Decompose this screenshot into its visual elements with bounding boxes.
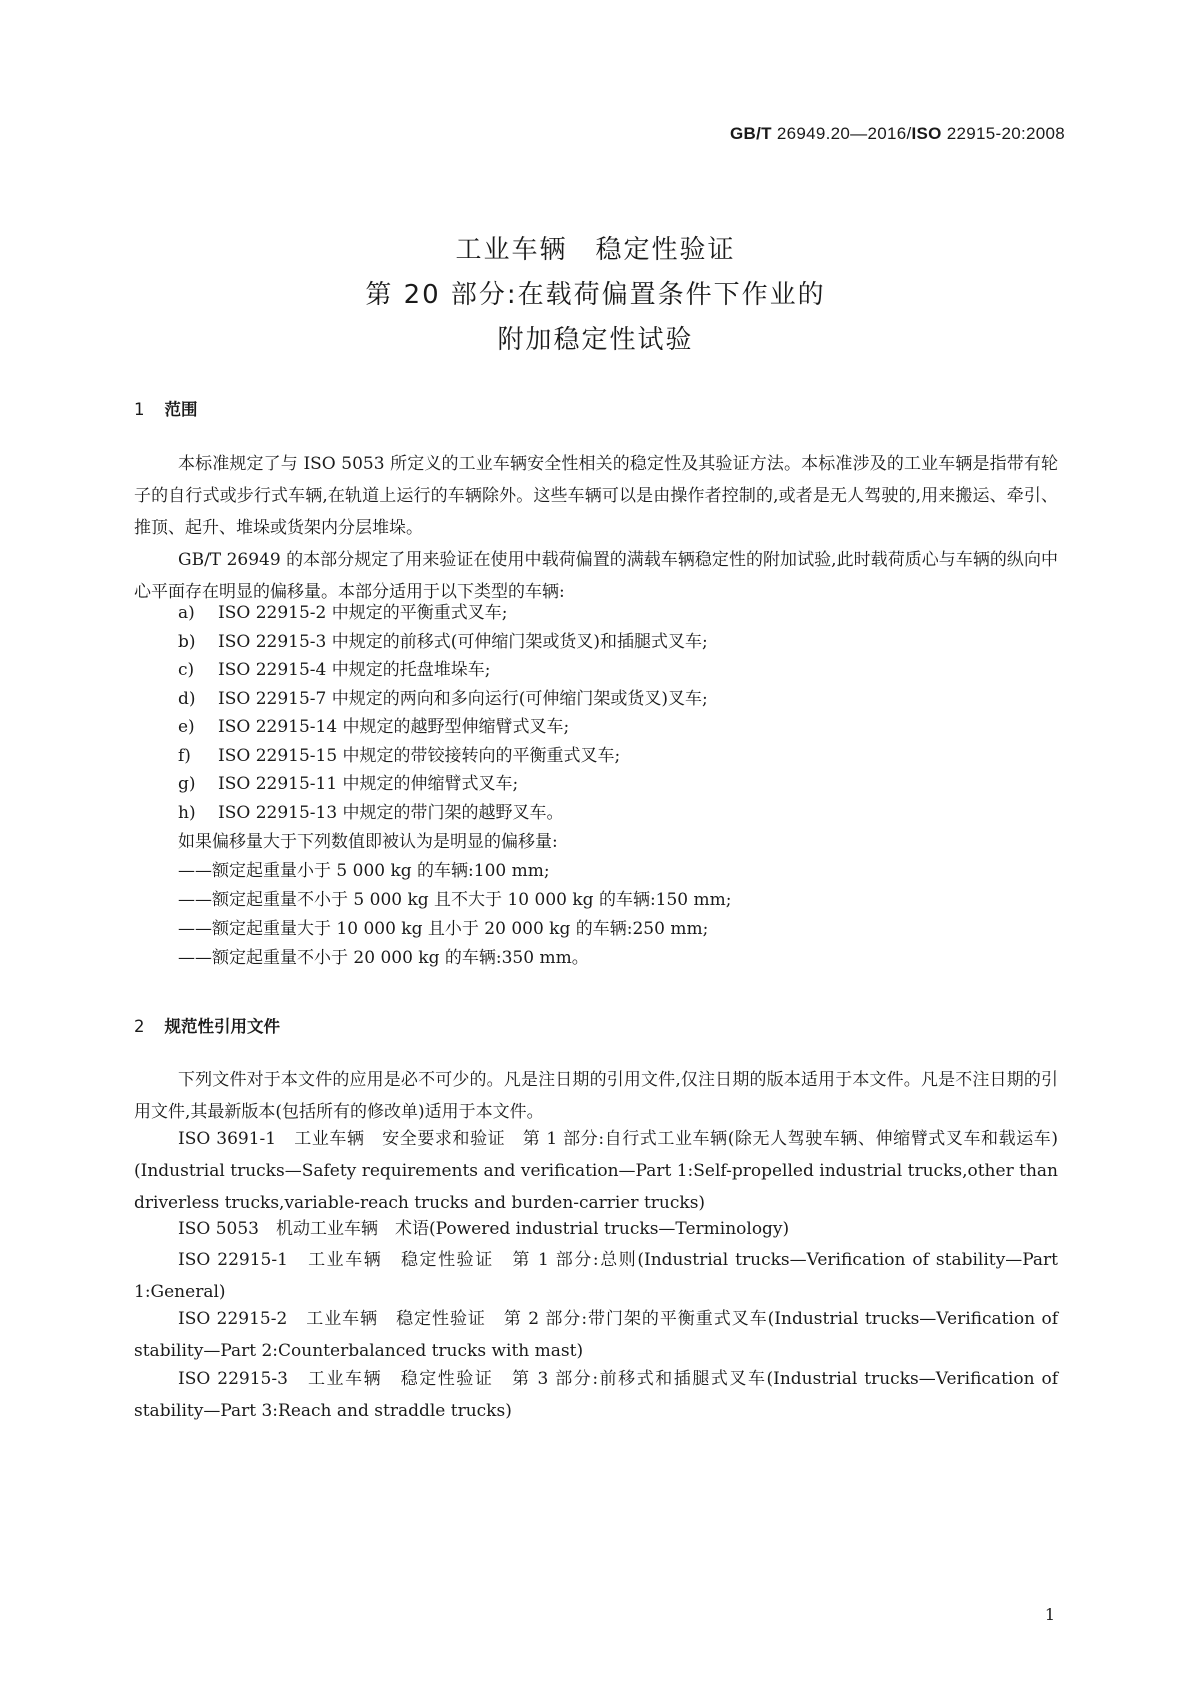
section-2-title: 规范性引用文件 — [164, 1017, 280, 1036]
reference-entry: ISO 22915-1 工业车辆 稳定性验证 第 1 部分:总则(Industrial trucks—Verification of stability—Part 1:General) — [134, 1250, 1058, 1302]
list-item-label: a) — [178, 603, 195, 623]
list-item — [178, 626, 708, 658]
list-item-text: ISO 22915-14 中规定的越野型伸缩臂式叉车; — [218, 717, 570, 737]
dash-item: ——额定起重量不小于 20 000 kg 的车辆:350 mm。 — [178, 948, 589, 968]
list-item — [178, 597, 507, 629]
section-2-heading — [134, 1013, 280, 1037]
list-item-label: c) — [178, 660, 195, 680]
reference-entry: ISO 5053 机动工业车辆 术语(Powered industrial trucks—Terminology) — [178, 1219, 790, 1239]
list-item-label: h) — [178, 802, 196, 823]
list-item-label: g) — [178, 774, 196, 794]
list-item-label: f) — [178, 745, 191, 766]
list-item-text: ISO 22915-4 中规定的托盘堆垛车; — [218, 660, 491, 680]
list-item-text: ISO 22915-15 中规定的带铰接转向的平衡重式叉车; — [218, 745, 621, 766]
list-item — [178, 797, 564, 829]
code-suffix: 22915-20:2008 — [941, 124, 1065, 143]
scope-paragraph-2: GB/T 26949 的本部分规定了用来验证在使用中载荷偏置的满载车辆稳定性的附加试验,此时载荷质心与车辆的纵向中心平面存在明显的偏移量。本部分适用于以下类型的车辆: — [134, 550, 1058, 602]
list-item-text: ISO 22915-3 中规定的前移式(可伸缩门架或货叉)和插腿式叉车; — [218, 631, 708, 652]
list-item — [178, 683, 708, 715]
list-item-label: b) — [178, 631, 196, 652]
references-intro: 下列文件对于本文件的应用是必不可少的。凡是注日期的引用文件,仅注日期的版本适用于本文件。凡是不注日期的引用文件,其最新版本(包括所有的修改单)适用于本文件。 — [134, 1070, 1058, 1122]
page-number: 1 — [1044, 1605, 1055, 1624]
reference-entry: ISO 22915-2 工业车辆 稳定性验证 第 2 部分:带门架的平衡重式叉车(Industrial trucks—Verification of stability—Part 2:Counterbalanced trucks with mast) — [134, 1309, 1058, 1361]
list-item-text: ISO 22915-13 中规定的带门架的越野叉车。 — [218, 802, 564, 823]
list-item — [178, 740, 620, 772]
list-item-text: ISO 22915-7 中规定的两向和多向运行(可伸缩门架或货叉)叉车; — [218, 688, 708, 709]
code-prefix: GB/T — [730, 124, 772, 143]
scope-paragraph-1: 本标准规定了与 ISO 5053 所定义的工业车辆安全性相关的稳定性及其验证方法。本标准涉及的工业车辆是指带有轮子的自行式或步行式车辆,在轨道上运行的车辆除外。这些车辆可以是由操作者控制的,或者是无人驾驶的,用来搬运、牵引、推顶、起升、堆垛或货架内分层堆垛。 — [134, 454, 1058, 538]
code-mid: 26949.20—2016/ — [771, 124, 912, 143]
list-item — [178, 654, 490, 686]
list-item-text: ISO 22915-11 中规定的伸缩臂式叉车; — [218, 774, 519, 794]
section-1-number: 1 — [134, 400, 145, 419]
reference-entry: ISO 22915-3 工业车辆 稳定性验证 第 3 部分:前移式和插腿式叉车(Industrial trucks—Verification of stability—Part 3:Reach and straddle trucks) — [134, 1369, 1058, 1421]
title-line-1: 工业车辆 稳定性验证 — [455, 235, 736, 265]
code-iso: ISO — [911, 124, 942, 143]
section-2-number: 2 — [134, 1017, 145, 1036]
offset-intro: 如果偏移量大于下列数值即被认为是明显的偏移量: — [178, 832, 558, 852]
list-item-text: ISO 22915-2 中规定的平衡重式叉车; — [218, 603, 508, 623]
dash-item: ——额定起重量小于 5 000 kg 的车辆:100 mm; — [178, 861, 550, 881]
title-line-3: 附加稳定性试验 — [497, 325, 694, 355]
standard-code — [730, 124, 1065, 144]
section-1-title: 范围 — [164, 400, 198, 419]
dash-item: ——额定起重量不小于 5 000 kg 且不大于 10 000 kg 的车辆:150 mm; — [178, 890, 732, 910]
dash-item: ——额定起重量大于 10 000 kg 且小于 20 000 kg 的车辆:250 mm; — [178, 919, 709, 939]
list-item — [178, 711, 569, 743]
document-title — [0, 228, 1191, 363]
list-item-label: d) — [178, 688, 196, 709]
list-item — [178, 768, 518, 800]
title-line-2: 第 20 部分:在载荷偏置条件下作业的 — [365, 280, 826, 310]
list-item-label: e) — [178, 717, 195, 737]
reference-entry: ISO 3691-1 工业车辆 安全要求和验证 第 1 部分:自行式工业车辆(除无人驾驶车辆、伸缩臂式叉车和载运车)(Industrial trucks—Safety requirements and verification—Part 1:Self-propelled industrial trucks,other than driverless trucks,variable-reach trucks and burden-carrier trucks) — [134, 1129, 1058, 1213]
section-1-heading — [134, 396, 198, 420]
